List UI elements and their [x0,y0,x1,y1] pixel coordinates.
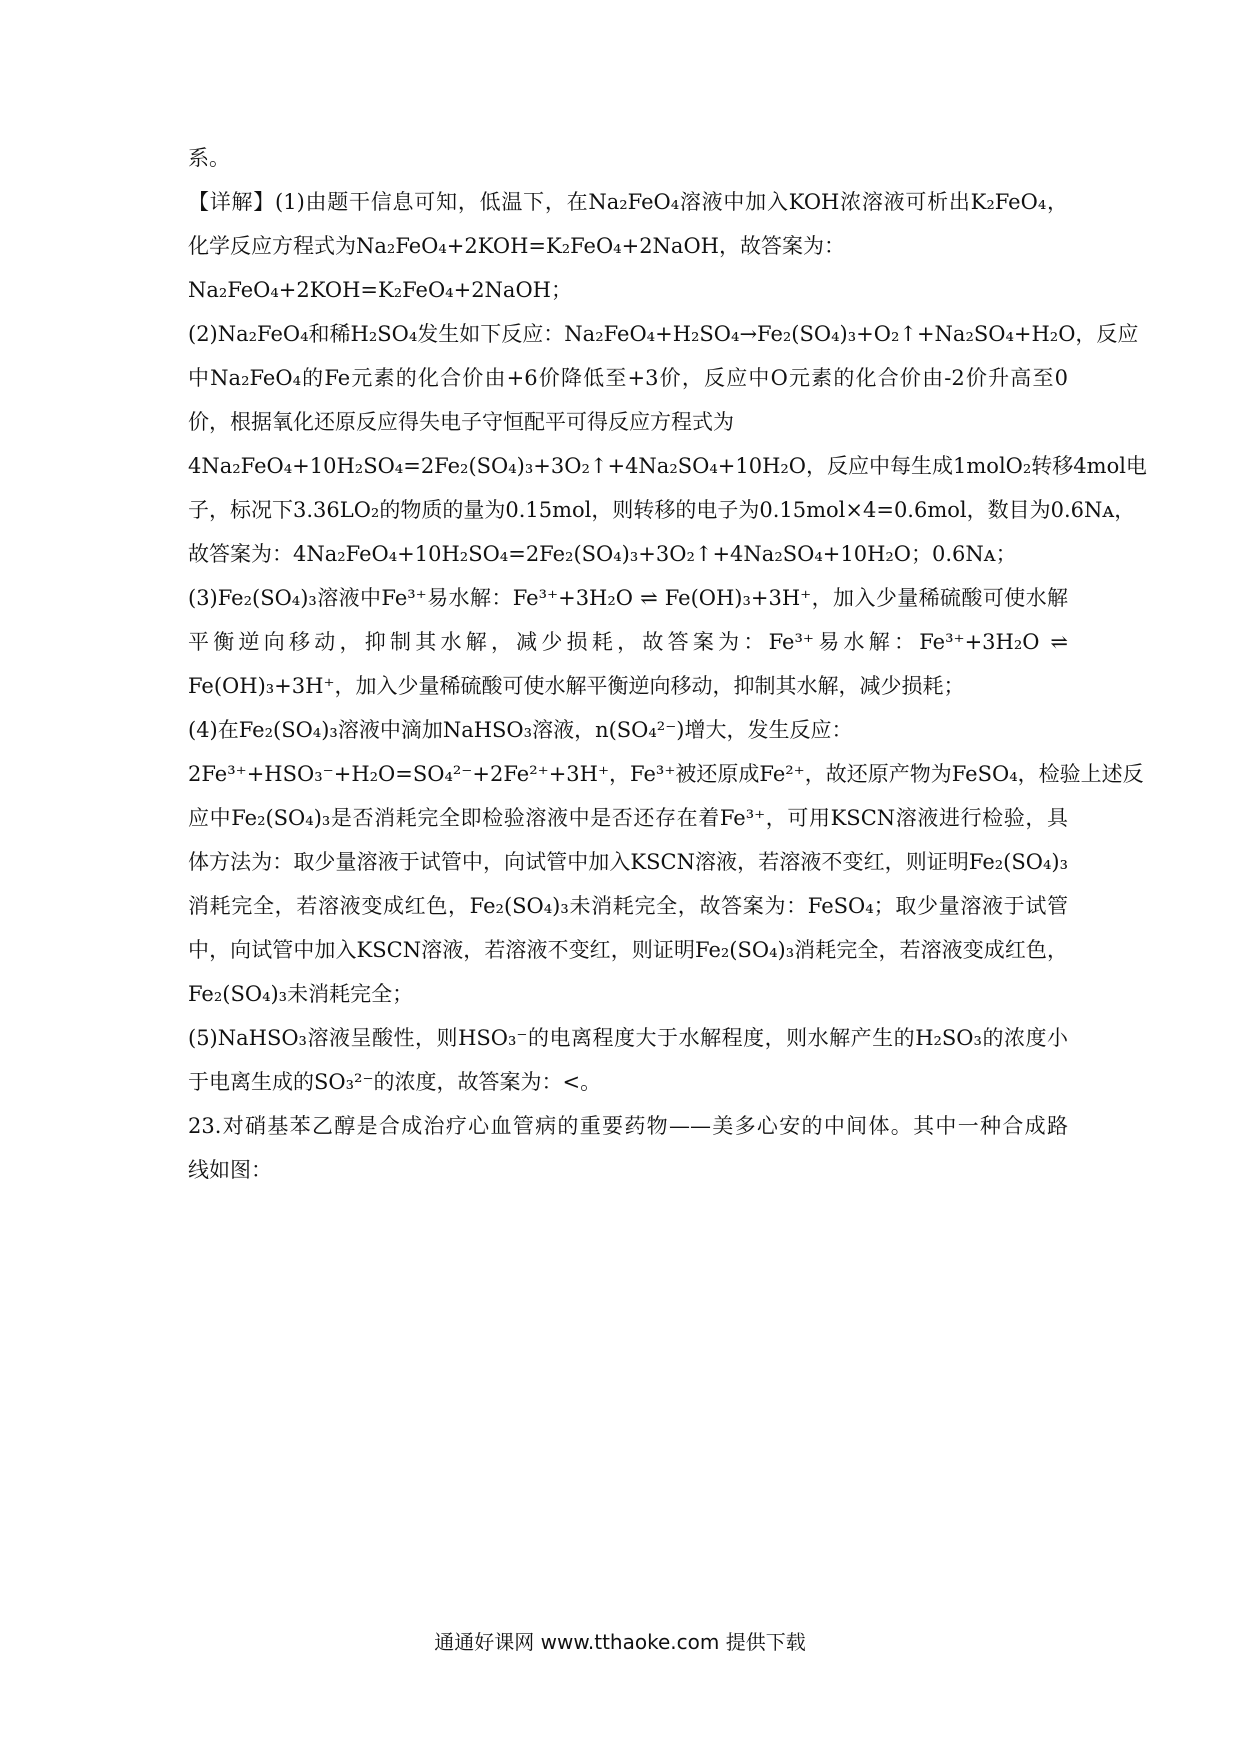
text-line-21: (5)NaHSO₃溶液呈酸性，则HSO₃⁻的电离程度大于水解程度，则水解产生的H₂SO₃的浓度小 [188,1026,1068,1050]
text-line-4: Na₂FeO₄+2KOH=K₂FeO₄+2NaOH； [188,278,572,302]
text-line-8: 4Na₂FeO₄+10H₂SO₄=2Fe₂(SO₄)₃+3O₂↑+4Na₂SO₄+10H₂O，反应中每生成1molO₂转移4mol电 [188,454,1147,478]
text-line-3: 化学反应方程式为Na₂FeO₄+2KOH=K₂FeO₄+2NaOH，故答案为： [188,234,845,258]
text-line-22: 于电离生成的SO₃²⁻的浓度，故答案为：<。 [188,1070,602,1094]
text-line-19: 中，向试管中加入KSCN溶液，若溶液不变红，则证明Fe₂(SO₄)₃消耗完全，若溶液变成红色， [188,938,1068,962]
text-line-12: 平衡逆向移动，抑制其水解，减少损耗，故答案为：Fe³⁺易水解：Fe³⁺+3H₂O ⇌ [188,630,1068,654]
text-line-6: 中Na₂FeO₄的Fe元素的化合价由+6价降低至+3价，反应中O元素的化合价由-2价升高至0 [188,366,1068,390]
text-line-15: 2Fe³⁺+HSO₃⁻+H₂O=SO₄²⁻+2Fe²⁺+3H⁺，Fe³⁺被还原成Fe²⁺，故还原产物为FeSO₄，检验上述反 [188,762,1144,786]
text-line-17: 体方法为：取少量溶液于试管中，向试管中加入KSCN溶液，若溶液不变红，则证明Fe₂(SO₄)₃ [188,850,1068,874]
text-line-7: 价，根据氧化还原反应得失电子守恒配平可得反应方程式为 [188,410,734,434]
text-line-16: 应中Fe₂(SO₄)₃是否消耗完全即检验溶液中是否还存在着Fe³⁺，可用KSCN溶液进行检验，具 [188,806,1068,830]
text-line-14: (4)在Fe₂(SO₄)₃溶液中滴加NaHSO₃溶液，n(SO₄²⁻)增大，发生反应： [188,718,853,742]
text-line-5: (2)Na₂FeO₄和稀H₂SO₄发生如下反应：Na₂FeO₄+H₂SO₄→Fe₂(SO₄)₃+O₂↑+Na₂SO₄+H₂O，反应 [188,322,1139,346]
text-line-13: Fe(OH)₃+3H⁺，加入少量稀硫酸可使水解平衡逆向移动，抑制其水解，减少损耗； [188,674,965,698]
page-footer: 通通好课网 www.tthaoke.com 提供下载 [434,1630,806,1654]
text-line-10: 故答案为：4Na₂FeO₄+10H₂SO₄=2Fe₂(SO₄)₃+3O₂↑+4Na₂SO₄+10H₂O；0.6Nᴀ； [188,542,1017,566]
text-line-20: Fe₂(SO₄)₃未消耗完全； [188,982,414,1006]
text-line-24: 线如图： [188,1158,272,1182]
text-line-1: 系。 [188,146,230,170]
text-line-18: 消耗完全，若溶液变成红色，Fe₂(SO₄)₃未消耗完全，故答案为：FeSO₄；取少量溶液于试管 [188,894,1068,918]
text-line-23: 23.对硝基苯乙醇是合成治疗心血管病的重要药物——美多心安的中间体。其中一种合成路 [188,1114,1068,1138]
text-line-9: 子，标况下3.36LO₂的物质的量为0.15mol，则转移的电子为0.15mol×4=0.6mol，数目为0.6Nᴀ， [188,498,1136,522]
text-line-11: (3)Fe₂(SO₄)₃溶液中Fe³⁺易水解：Fe³⁺+3H₂O ⇌ Fe(OH)₃+3H⁺，加入少量稀硫酸可使水解 [188,586,1068,610]
text-line-2: 【详解】(1)由题干信息可知，低温下，在Na₂FeO₄溶液中加入KOH浓溶液可析出K₂FeO₄， [188,190,1068,214]
